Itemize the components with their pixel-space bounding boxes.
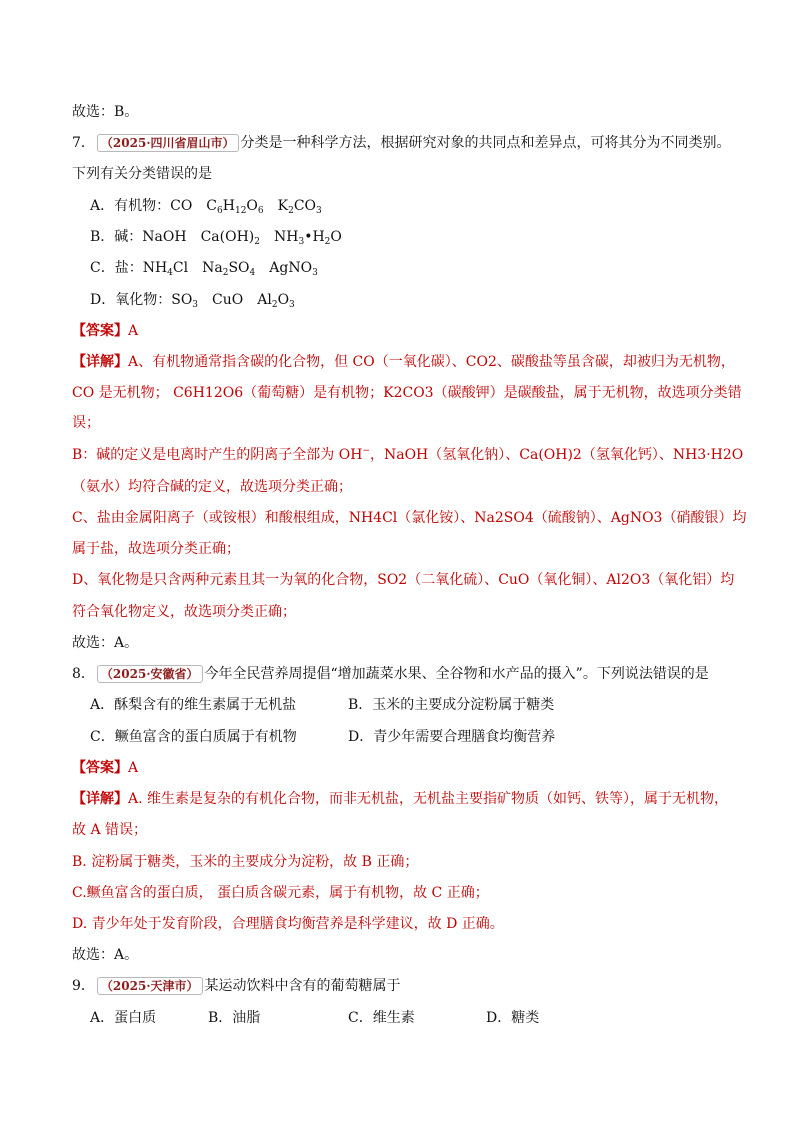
q9-option-c: C．维生素 xyxy=(348,1010,415,1026)
q9-option-a: A．蛋白质 xyxy=(90,1010,157,1026)
q7-detail-line-1: 【详解】A、有机物通常指含碳的化合物，但 CO（一氧化碳）、CO2、碳酸盐等虽含碳，却被归为无机物， xyxy=(72,354,735,370)
previous-conclusion: 故选：B。 xyxy=(72,104,139,120)
q7-detail-line-9: 符合氧化物定义，故选项分类正确； xyxy=(72,604,296,620)
q7-detail-line-5: （氨水）均符合碱的定义，故选项分类正确； xyxy=(72,479,352,495)
q9-option-d: D．糖类 xyxy=(486,1010,540,1026)
q8-option-d: D．青少年需要合理膳食均衡营养 xyxy=(348,729,556,745)
q7-stem-text-1: 分类是一种科学方法，根据研究对象的共同点和差异点，可将其分为不同类别。 xyxy=(240,135,731,151)
q8-detail-line-2: 故 A 错误； xyxy=(72,822,148,838)
q8-option-b: B．玉米的主要成分淀粉属于糖类 xyxy=(348,697,555,713)
q8-detail-line-3: B. 淀粉属于糖类，玉米的主要成分为淀粉，故 B 正确； xyxy=(72,854,419,870)
q8-number: 8． xyxy=(72,666,95,682)
q8-detail-line-4: C.鳜鱼富含的蛋白质， 蛋白质含碳元素，属于有机物，故 C 正确； xyxy=(72,885,489,901)
q8-stem-text: 今年全民营养周提倡“增加蔬菜水果、全谷物和水产品的摄入”。下列说法错误的是 xyxy=(204,666,709,682)
q9-source-tag: （2025·天津市） xyxy=(97,977,203,995)
q8-conclusion: 故选：A。 xyxy=(72,947,139,963)
q7-conclusion: 故选：A。 xyxy=(72,635,139,651)
q9-number: 9． xyxy=(72,978,95,994)
q7-option-d: D．氧化物：$SO_3$ CuO $Al_2O_3$ xyxy=(90,292,295,310)
q8-option-c: C．鳜鱼富含的蛋白质属于有机物 xyxy=(90,729,297,745)
q7-answer: 【答案】A xyxy=(72,323,139,339)
q8-detail-line-1: 【详解】A. 维生素是复杂的有机化合物，而非无机盐，无机盐主要指矿物质（如钙、铁等），属于无机物， xyxy=(72,791,729,807)
q8-stem-line xyxy=(72,664,709,684)
q8-answer: 【答案】A xyxy=(72,760,139,776)
q7-option-b: B．碱：NaOH $Ca(OH)_2$ $NH_3•H_2O$ xyxy=(90,229,342,247)
q7-source-tag: （2025·四川省眉山市） xyxy=(97,134,239,152)
q7-detail-line-3: 误； xyxy=(72,415,100,431)
q9-option-b: B．油脂 xyxy=(208,1010,261,1026)
q8-source-tag: （2025·安徽省） xyxy=(97,665,203,683)
q7-number: 7． xyxy=(72,135,95,151)
q7-option-c: C．盐：$NH_4Cl$ $Na_2SO_4$ AgNO$_3$ xyxy=(90,260,318,278)
q7-stem-line-2: 下列有关分类错误的是 xyxy=(72,166,212,182)
q9-stem-text: 某运动饮料中含有的葡萄糖属于 xyxy=(204,978,401,994)
q9-stem-line xyxy=(72,976,401,996)
q8-option-a: A．酥梨含有的维生素属于无机盐 xyxy=(90,697,297,713)
q7-detail-line-7: 属于盐，故选项分类正确； xyxy=(72,541,240,557)
q7-stem-line-1 xyxy=(72,133,731,153)
q7-option-a: A．有机物：CO $C_6H_{12}O_6$ $K_2CO_3$ xyxy=(90,198,322,216)
q7-detail-line-4: B：碱的定义是电离时产生的阴离子全部为 OH−，NaOH（氢氧化钠）、Ca(OH)2（氢氧化钙）、NH3·H2O xyxy=(72,446,744,463)
q7-detail-line-6: C、盐由金属阳离子（或铵根）和酸根组成，NH4Cl（氯化铵）、Na2SO4（硫酸钠）、AgNO3（硝酸银）均 xyxy=(72,510,747,526)
q8-detail-line-5: D. 青少年处于发育阶段，合理膳食均衡营养是科学建议，故 D 正确。 xyxy=(72,916,504,932)
q7-detail-line-8: D、氧化物是只含两种元素且其一为氧的化合物，SO2（二氧化硫）、CuO（氧化铜）、Al2O3（氧化铝）均 xyxy=(72,572,735,588)
q7-detail-line-2: CO 是无机物； C6H12O6（葡萄糖）是有机物；K2CO3（碳酸钾）是碳酸盐，属于无机物，故选项分类错 xyxy=(72,385,742,401)
